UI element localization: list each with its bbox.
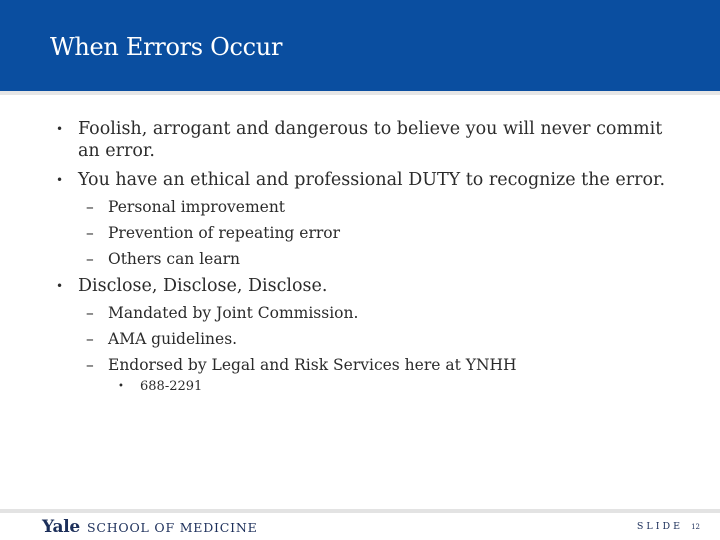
bullet-item xyxy=(56,118,678,162)
bullet-item xyxy=(56,275,678,297)
sub-bullet-text: Others can learn xyxy=(108,250,240,268)
slide-label-text: SLIDE xyxy=(636,521,684,532)
bullet-text: Disclose, Disclose, Disclose. xyxy=(78,276,328,296)
sub-bullet-text: Prevention of repeating error xyxy=(108,224,341,242)
bullet-text: Foolish, arrogant and dangerous to believe you will never commit an error. xyxy=(78,119,663,161)
bullet-text: You have an ethical and professional DUTY to recognize the error. xyxy=(78,170,666,190)
sub-bullet-text: Mandated by Joint Commission. xyxy=(108,304,359,322)
sub-bullet-text: Endorsed by Legal and Risk Services here at YNHH xyxy=(108,356,517,374)
sub-bullet-item xyxy=(86,197,286,217)
bullet-marker: • xyxy=(56,122,64,136)
small-bullet-marker: • xyxy=(118,381,124,392)
sub-bullet-item xyxy=(86,329,238,349)
bullet-marker: • xyxy=(56,279,64,293)
sub-bullet-item xyxy=(86,355,517,375)
sub-bullet-text: AMA guidelines. xyxy=(108,330,238,348)
bullet-item xyxy=(56,169,678,191)
dash-marker: – xyxy=(86,330,94,348)
sub-bullet-item xyxy=(86,303,359,323)
sub-sub-bullet-text: 688-2291 xyxy=(140,379,203,394)
yale-medicine-logo xyxy=(42,517,258,537)
slide-number-label xyxy=(637,521,700,532)
sub-bullet-text: Personal improvement xyxy=(108,198,286,216)
slide-title: When Errors Occur xyxy=(50,33,283,61)
sub-bullet-item xyxy=(86,249,240,269)
footer-divider xyxy=(0,509,720,513)
dash-marker: – xyxy=(86,356,94,374)
dash-marker: – xyxy=(86,198,94,216)
sub-sub-bullet-item xyxy=(118,378,203,396)
dash-marker: – xyxy=(86,250,94,268)
dash-marker: – xyxy=(86,304,94,322)
bullet-marker: • xyxy=(56,173,64,187)
logo-school-text: SCHOOL OF MEDICINE xyxy=(87,520,258,535)
sub-bullet-item xyxy=(86,223,341,243)
slide-number: 12 xyxy=(691,523,700,531)
logo-yale-text: Yale xyxy=(42,517,80,537)
dash-marker: – xyxy=(86,224,94,242)
